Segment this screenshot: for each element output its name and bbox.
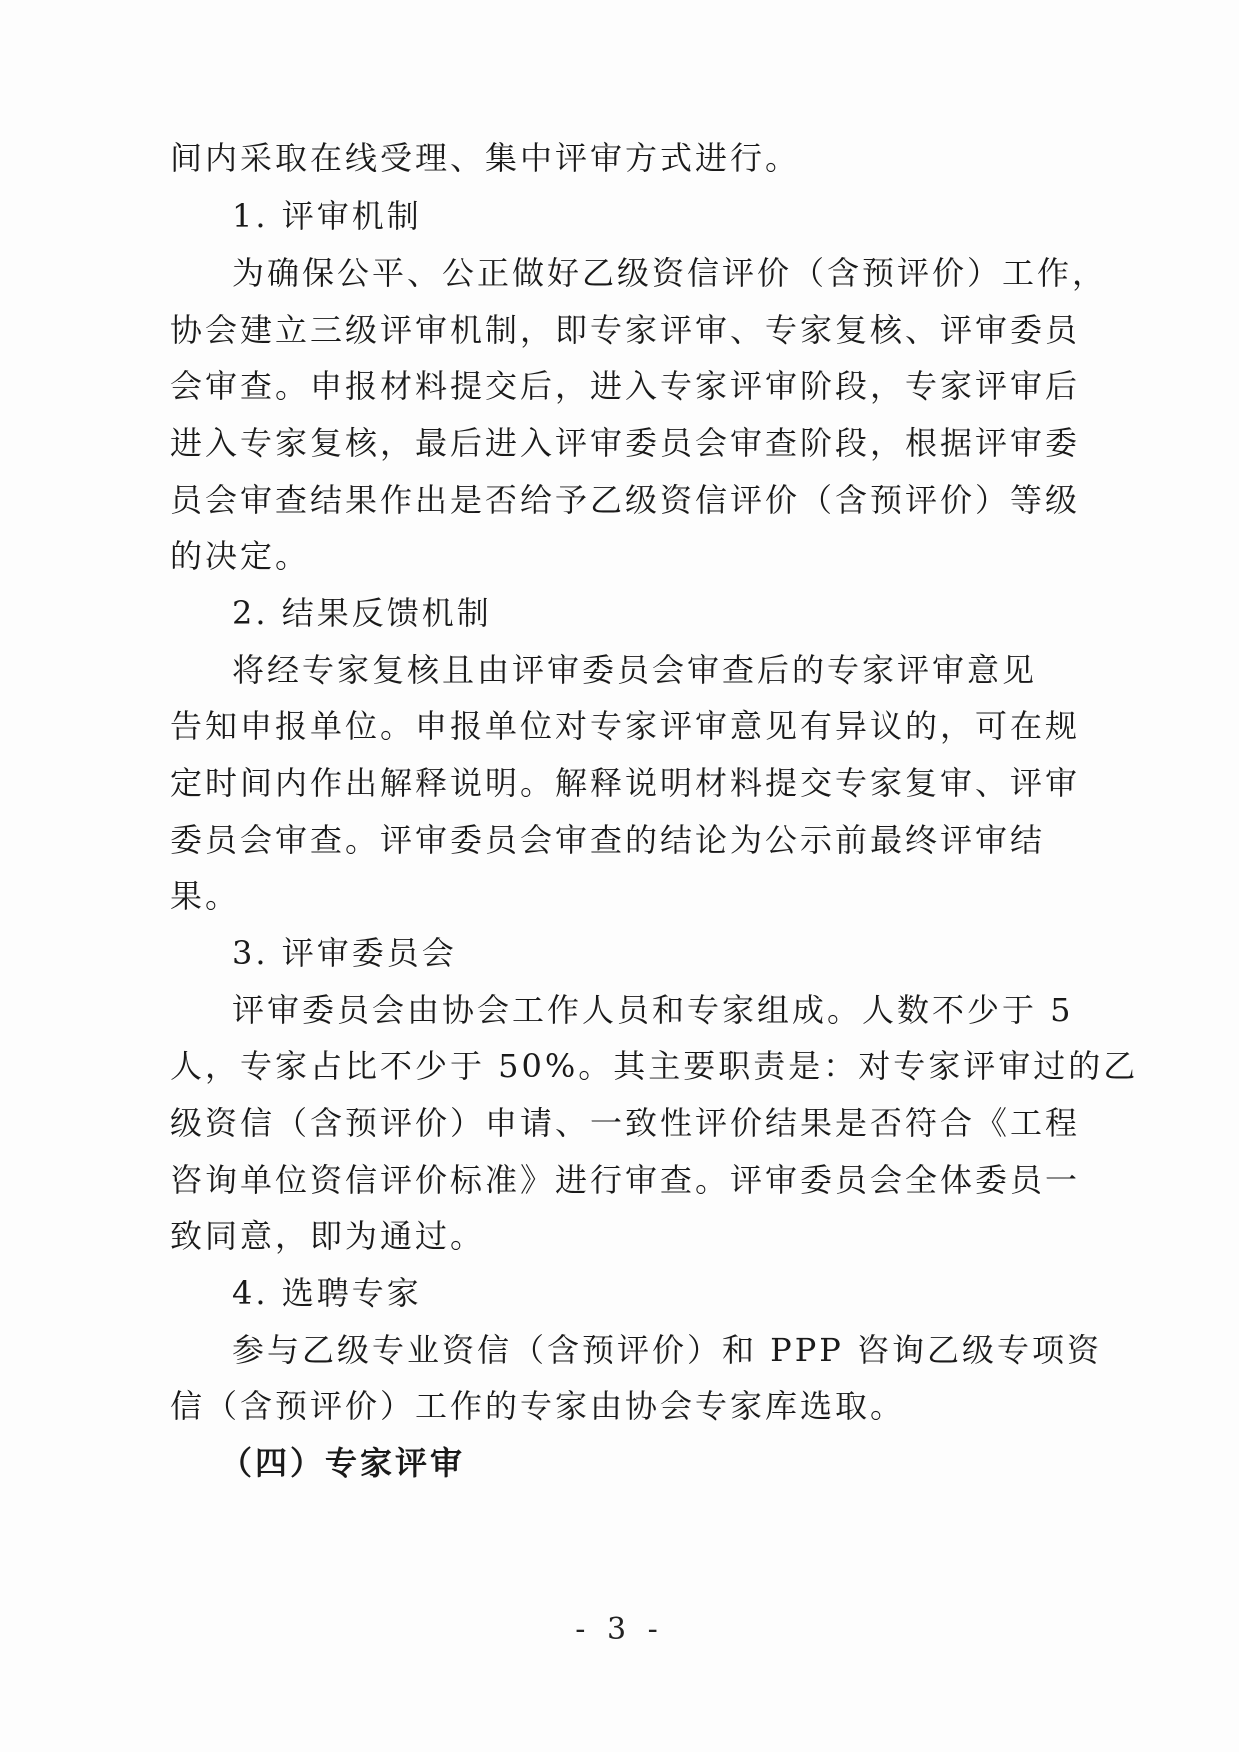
body-line: 为确保公平、公正做好乙级资信评价（含预评价）工作，	[232, 254, 1108, 292]
section-heading: 1. 评审机制	[232, 197, 422, 235]
page-number: - 3 -	[575, 1612, 664, 1647]
body-line: 信（含预评价）工作的专家由协会专家库选取。	[170, 1387, 906, 1425]
body-line: 协会建立三级评审机制，即专家评审、专家复核、评审委员	[170, 311, 1081, 349]
body-line: 将经专家复核且由评审委员会审查后的专家评审意见	[232, 651, 1038, 689]
body-line: 级资信（含预评价）申请、一致性评价结果是否符合《工程	[170, 1104, 1081, 1142]
body-line: 的决定。	[170, 537, 311, 575]
section-heading: 2. 结果反馈机制	[232, 594, 492, 632]
body-line: 参与乙级专业资信（含预评价）和 PPP 咨询乙级专项资	[232, 1331, 1102, 1369]
body-line: 委员会审查。评审委员会审查的结论为公示前最终评审结	[170, 821, 1046, 859]
body-line: 评审委员会由协会工作人员和专家组成。人数不少于 5	[232, 991, 1074, 1029]
body-line: 会审查。申报材料提交后，进入专家评审阶段，专家评审后	[170, 367, 1081, 405]
section-heading: 3. 评审委员会	[232, 934, 457, 972]
subsection-heading: （四）专家评审	[220, 1444, 466, 1482]
body-line: 间内采取在线受理、集中评审方式进行。	[170, 139, 801, 177]
body-line: 员会审查结果作出是否给予乙级资信评价（含预评价）等级	[170, 481, 1081, 519]
body-line: 果。	[170, 877, 241, 915]
body-line: 告知申报单位。申报单位对专家评审意见有异议的，可在规	[170, 707, 1081, 745]
body-line: 定时间内作出解释说明。解释说明材料提交专家复审、评审	[170, 764, 1081, 802]
body-line: 致同意，即为通过。	[170, 1217, 486, 1255]
body-line: 咨询单位资信评价标准》进行审查。评审委员会全体委员一	[170, 1161, 1081, 1199]
body-line: 人，专家占比不少于 50%。其主要职责是：对专家评审过的乙	[170, 1047, 1139, 1085]
section-heading: 4. 选聘专家	[232, 1274, 422, 1312]
body-line: 进入专家复核，最后进入评审委员会审查阶段，根据评审委	[170, 424, 1081, 462]
